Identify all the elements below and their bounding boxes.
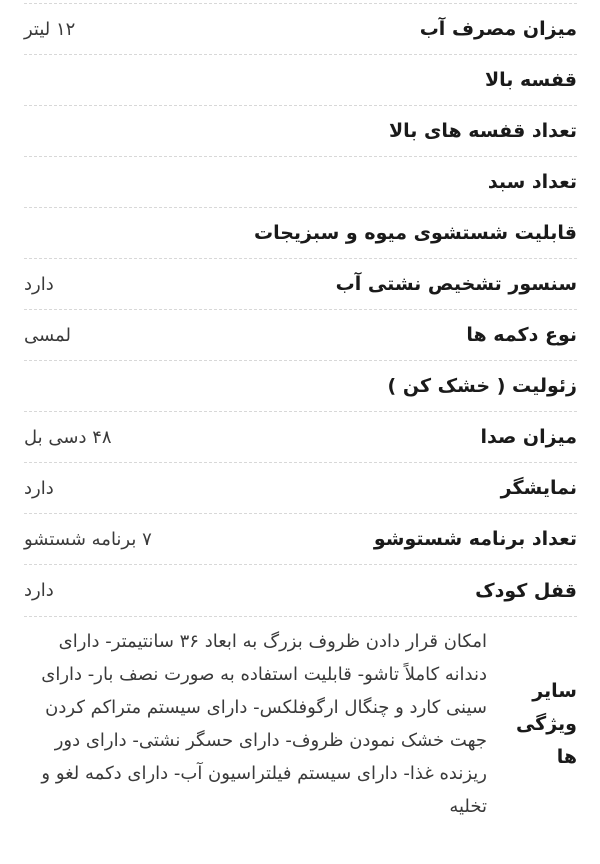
spec-row-upper-rack-count: [24, 106, 577, 157]
spec-label: میزان صدا: [480, 426, 577, 448]
spec-label: قفسه بالا: [484, 69, 577, 91]
spec-label: قابلیت شستشوی میوه و سبزیجات: [254, 222, 577, 244]
spec-value: امکان قرار دادن ظروف بزرگ به ابعاد ۳۶ سانتیمتر- دارای دندانه کاملاً تاشو- قابلیت استفاده به صورت نصف بار- دارای سینی کارد و چنگال ارگوفلکس- دارای سیستم متراکم کردن جهت خشک نمودن ظروف- دارای حسگر نشتی- دارای دور ریزنده غذا- دارای سیستم فیلتراسیون آب- دارای دکمه لغو و تخلیه: [41, 631, 487, 817]
spec-row-noise-level: [24, 412, 577, 463]
spec-label: نوع دکمه ها: [466, 324, 577, 346]
spec-value: ۷ برنامه شستشو: [24, 528, 152, 550]
spec-row-child-lock: [24, 565, 577, 617]
spec-value: ۴۸ دسی بل: [24, 426, 112, 448]
spec-row-leak-sensor: [24, 259, 577, 310]
spec-value: ۱۲ لیتر: [24, 18, 76, 40]
spec-label: نمایشگر: [500, 477, 577, 499]
spec-label: سایر ویژگی ها: [515, 679, 577, 768]
spec-row-basket-count: [24, 157, 577, 208]
spec-label: میزان مصرف آب: [419, 18, 577, 40]
spec-row-other-features: [24, 617, 577, 823]
spec-row-program-count: [24, 514, 577, 565]
spec-row-zeolite: [24, 361, 577, 412]
spec-row-water-consumption: [24, 4, 577, 55]
spec-value: دارد: [24, 580, 54, 601]
spec-row-display: [24, 463, 577, 514]
spec-label: سنسور تشخیص نشتی آب: [335, 273, 577, 295]
spec-label: زئولیت ( خشک کن ): [387, 375, 577, 397]
spec-label: تعداد سبد: [487, 171, 577, 193]
spec-row-button-type: [24, 310, 577, 361]
spec-value: دارد: [24, 273, 54, 295]
spec-value: دارد: [24, 477, 54, 499]
specifications-table: [24, 3, 577, 823]
spec-label: قفل کودک: [475, 579, 577, 602]
spec-row-upper-rack: [24, 55, 577, 106]
spec-label: تعداد قفسه های بالا: [388, 120, 577, 142]
spec-row-fruit-washing: [24, 208, 577, 259]
spec-value: لمسی: [24, 324, 71, 346]
spec-label: تعداد برنامه شستوشو: [373, 528, 577, 550]
